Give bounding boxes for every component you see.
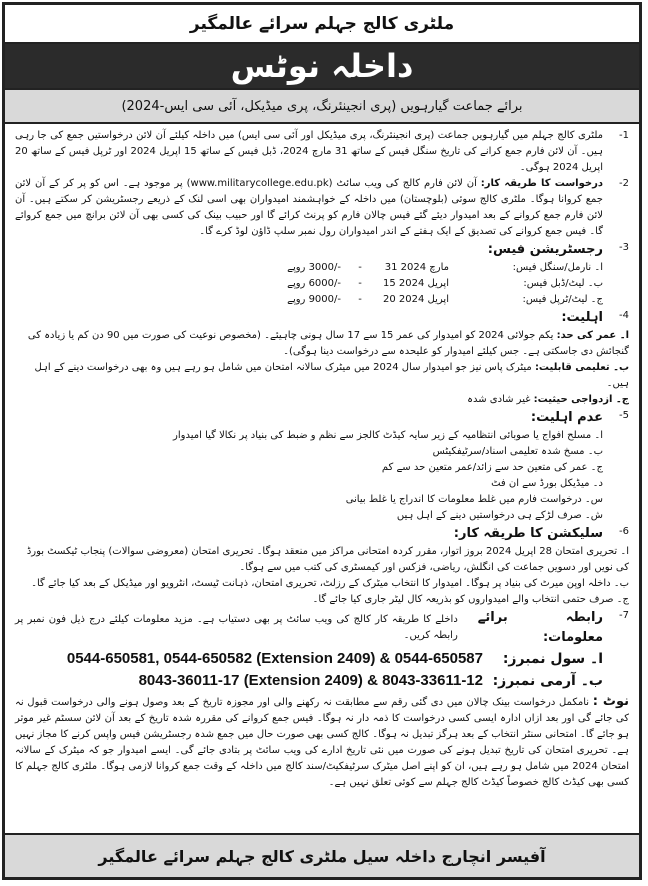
fee-amount: -/3000 روپے bbox=[287, 262, 341, 273]
section-3 bbox=[15, 240, 629, 260]
phone-numbers[interactable]: 8043-36011-17 (Extension 2409) & 8043-33611-12 bbox=[138, 672, 483, 689]
fee-dash: - bbox=[358, 262, 362, 273]
fee-date: 15 اپریل 2024 bbox=[383, 278, 449, 289]
application-method-text: آن لائن فارم کالج کی ویب سائٹ (www.militarycollege.edu.pk) پر موجود ہے۔ اس کو پر کر کے آن لائن جمع کروانا ہوگا۔ ملٹری کالج سوئی (بلوچستان) میں داخلہ کے خواہشمند امیدواران بھی اسی لنک کے ذریعے رجسٹریشن کر سکتے ہیں۔ آن لائن فارم جمع کروانے کے بعد امیدوار دیئے گئے فیس چالان فارم کو پرنٹ کرائے گا اور حبیب بینک کی کسی بھی آن لائن برانچ میں جمع کروائے گا۔ فیس جمع کروانے کی تصدیق کے ایک ہفتے کے اندر امیدواران رول نمبر سلپ ڈاؤن لوڈ کرے گا۔ bbox=[15, 178, 603, 237]
note-label: نوٹ : bbox=[592, 694, 629, 709]
phone-row-civil bbox=[15, 648, 629, 670]
registration-fee-heading: رجسٹریشن فیس: bbox=[487, 242, 603, 257]
notice-content bbox=[5, 124, 639, 791]
section-number: -2 bbox=[619, 178, 629, 189]
eligibility-item-text: غیر شادی شدہ bbox=[467, 394, 531, 405]
contact-heading: رابطہ برائے معلومات: bbox=[477, 610, 603, 645]
section-5 bbox=[15, 408, 629, 428]
eligibility-item-text: یکم جولائی 2024 کو امیدوار کی عمر 15 سے 17 سال ہونی چاہیئے۔ (مخصوص نوعیت کی صورت میں 90 دن کم یا زیادہ کی گنجائش دی جاسکتی ہے۔ جس کیلئے امیدوار کو علیحدہ سے درخواست دینا ہوگی)۔ bbox=[27, 330, 629, 357]
eligibility-item bbox=[15, 360, 629, 392]
section-text: ملٹری کالج جہلم میں گیارہویں جماعت (پری انجینئرنگ، پری میڈیکل اور آئی سی ایس) میں داخلہ کیلئے آن لائن درخواستیں جمع کی جا رہی ہیں۔ آن لائن فارم جمع کرانے کی تاریخ سنگل فیس کے ساتھ 31 مارچ 2024، ڈبل فیس کے ساتھ 15 اپریل 2024 اور ٹرپل فیس کے ساتھ 20 اپریل 2024 ہوگی۔ bbox=[15, 130, 603, 173]
note bbox=[15, 694, 629, 791]
section-number: -3 bbox=[619, 242, 629, 253]
contact-text: داخلے کا طریقہ کار کالج کی ویب سائٹ پر بھی دستیاب ہے۔ مزید معلومات کیلئے درج ذیل فون نمبر پر رابطہ کریں۔ bbox=[15, 614, 458, 641]
ineligibility-item: د۔ میڈیکل بورڈ سے ان فٹ bbox=[491, 478, 603, 489]
fee-date: 31 مارچ 2024 bbox=[384, 262, 449, 273]
fee-label: ا۔ نارمل/سنگل فیس: bbox=[512, 262, 603, 273]
fee-label: ب۔ لیٹ/ڈبل فیس: bbox=[523, 278, 603, 289]
selection-item: ا۔ تحریری امتحان 28 اپریل 2024 بروز اتوار، مقرر کردہ امتحانی مراکز میں منعقد ہوگا۔ تحریری امتحان (معروضی سوالات) پنجاب ٹیکسٹ بورڈ کی نویں اور دسویں جماعت کی انگلش، ریاضی، فزکس اور کیمسٹری کی کتب میں سے ہوگا۔ bbox=[26, 546, 629, 573]
ineligibility-item: ش۔ صرف لڑکے ہی درخواستیں دینے کے اہل ہیں bbox=[396, 510, 603, 521]
section-number: -5 bbox=[619, 410, 629, 421]
phone-label: ا۔ سول نمبرز: bbox=[502, 651, 603, 667]
admission-notice bbox=[2, 2, 642, 880]
fee-date: 20 اپریل 2024 bbox=[383, 294, 449, 305]
contact-line bbox=[15, 608, 603, 648]
fee-dash: - bbox=[358, 294, 362, 305]
eligibility-item bbox=[15, 328, 629, 360]
section-1 bbox=[15, 128, 629, 176]
section-4 bbox=[15, 308, 629, 328]
section-number: -6 bbox=[619, 526, 629, 537]
application-method-label: درخواست کا طریقہ کار: bbox=[480, 178, 603, 189]
ineligibility-item: ج۔ عمر کی متعین حد سے زائد/عمر متعین حد سے کم bbox=[381, 462, 603, 473]
eligibility-item bbox=[15, 392, 629, 408]
fee-row bbox=[15, 292, 629, 308]
note-text: نامکمل درخواست بینک چالان میں دی گئی رقم سے مطابقت نہ رکھنے والی اور مجوزہ تاریخ کے بعد وصول ہونے والی درخواست قبول نہ کی جائے گی اور بعد ازاں ادارہ ایسی کسی درخواست کا ذمہ دار نہ ہوگا۔ فیس جمع کروانے کی مقررہ شدہ تاریخ کے بعد آن لائن سسٹم غیر موثر ہو جائے گا۔ امتحانی سنٹر انتخاب کے بعد ہرگز تبدیل نہ ہوگا۔ کالج کسی بھی صورت حال میں جمع شدہ رجسٹریشن فیس واپس کرنے کا مجاز نہیں ہے۔ تحریری امتحان کی تاریخ تبدیل ہونے کی صورت میں نئی تاریخ ادارے کی ویب سائٹ پر بتادی جائے گی۔ ایسے امیدوار جو کہ میٹرک کے سالانہ امتحان 2024 میں شامل ہو رہے ہیں، ان کو اپنے اصل میٹرک سرٹیفکیٹ/سند کالج میں داخلہ کے وقت جمع کروانا لازمی ہوگا۔ ملٹری کالج جہلم کا کسی بھی کیڈٹ کالج خصوصاً کیڈٹ کالج جہلم سے کوئی تعلق نہیں ہے۔ bbox=[15, 697, 629, 788]
section-body bbox=[15, 176, 603, 240]
eligibility-heading: اہلیت: bbox=[561, 310, 603, 325]
notice-banner: داخلہ نوٹس bbox=[5, 44, 639, 90]
section-number: -4 bbox=[619, 310, 629, 321]
eligibility-item-label: ب۔ تعلیمی قابلیت: bbox=[534, 362, 629, 373]
fee-label: ج۔ لیٹ/ٹرپل فیس: bbox=[522, 294, 603, 305]
ineligibility-item: ب۔ مسخ شدہ تعلیمی اسناد/سرٹیفکیٹس bbox=[432, 446, 603, 457]
fee-row bbox=[15, 260, 629, 276]
fee-amount: -/6000 روپے bbox=[287, 278, 341, 289]
phone-label: ب۔ آرمی نمبرز: bbox=[492, 673, 603, 689]
institution-title: ملٹری کالج جہلم سرائے عالمگیر bbox=[5, 5, 639, 44]
fee-amount: -/9000 روپے bbox=[287, 294, 341, 305]
eligibility-item-label: ج۔ ازدواجی حیثیت: bbox=[533, 394, 629, 405]
phone-numbers[interactable]: 0544-650581, 0544-650582 (Extension 2409) & 0544-650587 bbox=[66, 650, 483, 667]
phone-row-army bbox=[15, 670, 629, 692]
section-number: -1 bbox=[619, 130, 629, 141]
notice-subtitle: برائے جماعت گیارہویں (پری انجینئرنگ، پری میڈیکل، آئی سی ایس-2024) bbox=[5, 90, 639, 124]
section-7 bbox=[15, 608, 629, 648]
eligibility-item-text: میٹرک پاس نیز جو امیدوار سال 2024 میں میٹرک سالانہ امتحان میں شامل ہو رہے ہیں وہ بھی درخواست دینے کے اہل ہیں۔ bbox=[34, 362, 629, 389]
selection-heading: سلیکشن کا طریقہ کار: bbox=[453, 526, 603, 541]
ineligibility-item: س۔ درخواست فارم میں غلط معلومات کا اندراج یا غلط بیانی bbox=[345, 494, 603, 505]
ineligibility-heading: عدم اہلیت: bbox=[530, 410, 603, 425]
signature-footer: آفیسر انچارج داخلہ سیل ملٹری کالج جہلم سرائے عالمگیر bbox=[5, 833, 639, 877]
fee-row bbox=[15, 276, 629, 292]
ineligibility-item: ا۔ مسلح افواج یا صوبائی انتظامیہ کے زیر سایہ کیڈٹ کالجز سے نظم و ضبط کی بنیاد پر نکالا گیا امیدوار bbox=[173, 430, 603, 441]
fee-dash: - bbox=[358, 278, 362, 289]
section-number: -7 bbox=[619, 610, 629, 621]
eligibility-item-label: ا۔ عمر کی حد: bbox=[556, 330, 629, 341]
selection-item: ب۔ داخلہ اوپن میرٹ کی بنیاد پر ہوگا۔ امیدوار کا انتخاب میٹرک کے رزلٹ، تحریری امتحان، ذہانت ٹیسٹ، انٹرویو اور میڈیکل کے بعد کیا جائے گا۔ bbox=[31, 578, 629, 589]
section-2 bbox=[15, 176, 629, 240]
selection-item: ج۔ صرف حتمی انتخاب والے امیدواروں کو بذریعہ کال لیٹر جاری کیا جائے گا۔ bbox=[312, 594, 629, 605]
section-6 bbox=[15, 524, 629, 544]
